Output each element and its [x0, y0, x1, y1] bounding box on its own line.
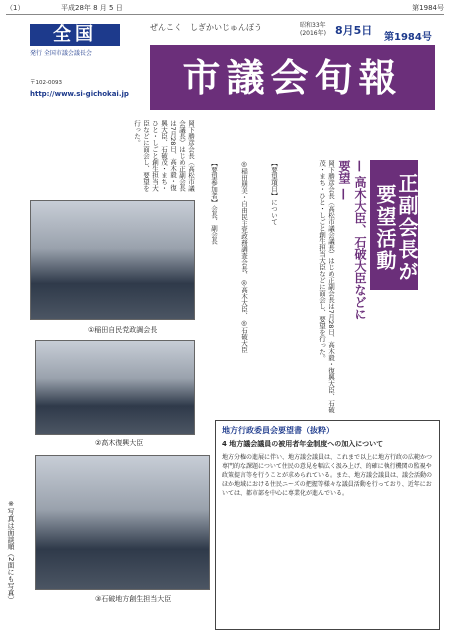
photo-1-caption: ①稲田自民党政調会長 [88, 326, 158, 334]
excerpt-box-subheading: 4 地方議会議員の被用者年金制度への加入について [222, 440, 384, 448]
publisher-label: 発行 全国市議会議長会 [30, 50, 92, 57]
issue-info [300, 22, 326, 38]
article-body-left: 岡下勝彦会長（高松市議会議長）はじめ正副会長は7月28日、高木毅・復興大臣、石破茂・まち・ひと・しごと創生担当大臣などに面会し、要望を行った。 [133, 120, 195, 192]
excerpt-box-heading: 地方行政委員会要望書（抜粋） [222, 426, 334, 435]
publisher-address: 〒102-0093 [30, 80, 62, 86]
logo-zenkoku: 全国 [30, 24, 120, 46]
top-line [6, 3, 444, 13]
date-line: 平成28年 8 月 5 日 [61, 4, 123, 12]
top-rule [6, 14, 444, 15]
photo-2-caption: ②高木復興大臣 [95, 439, 144, 447]
article-body-4: 【要望参加者】会長、副会長 [210, 160, 218, 245]
issue-right: 第1984号 [412, 4, 444, 12]
excerpt-box-text: 地方分権の進展に伴い、地方議会議員は、これまで以上に地方行政の広範かつ専門的な課題について住民の意見を幅広く汲み上げ、的確に執行機関の監視や政策提言等を行うことが求められている。また、地方議会議員は、議会活動のほか地域における住民ニーズの把握等様々な議員活動を行っており、近年においては、都市部を中心に専業化が進んでいる。 [222, 454, 433, 497]
article-body-1: 岡下勝彦会長（高松市議会議長）はじめ正副会長は7月28日、高木毅・復興大臣、石破茂・まち・ひと・しごと創生担当大臣などに面会し、要望を行った。 [318, 160, 335, 413]
photo-3-caption: ③石破地方創生担当大臣 [95, 595, 172, 603]
masthead-logo [30, 22, 120, 72]
photo-3 [35, 455, 210, 590]
photo-2 [35, 340, 195, 435]
excerpt-box [215, 420, 440, 630]
page-label: （1） [6, 4, 25, 12]
article-subhead: — 高木大臣、石破大臣などに要望 — [337, 160, 367, 321]
issue-info-2: (2016年) [300, 30, 326, 37]
photo-side-caption: ※写真は面談順（2面にも写真） [7, 500, 15, 604]
issue-info-1: 昭和33年 [300, 22, 326, 29]
article-body-2: 【要望項目】について [270, 160, 278, 225]
photo-1 [30, 200, 195, 320]
masthead-number: 第1984号 [384, 32, 432, 43]
publisher-info [30, 80, 140, 98]
masthead-hiragana: ぜんこく しぎかいじゅんぽう [150, 23, 262, 32]
article-headline: 正副会長が要望活動 [370, 160, 418, 290]
masthead-date: 8月5日 [335, 24, 373, 37]
publisher-url[interactable]: http://www.si-gichokai.jp [30, 90, 129, 98]
article-body-3: ◎稲田朋美・自由民主党政務調査会長、◎高木大臣、◎石破大臣 [240, 160, 248, 353]
masthead-title: 市議会旬報 [150, 45, 435, 110]
